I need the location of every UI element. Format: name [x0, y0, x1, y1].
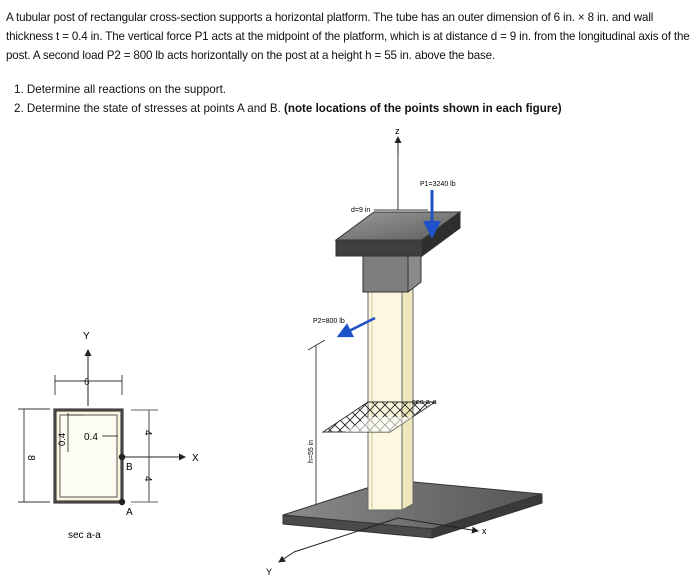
width-dimension-value: 6 [84, 377, 90, 388]
task-2-text: 2. Determine the state of stresses at points A and B. [14, 102, 285, 115]
height-dimension-value: 8 [25, 455, 36, 461]
thickness-label: 0.4 [84, 432, 98, 443]
point-a-label: A [126, 507, 133, 518]
tube-section-inner [60, 415, 117, 497]
post-side-face [402, 280, 413, 510]
section-y-axis-label: Y [83, 331, 90, 342]
platform-front [336, 240, 422, 256]
d-label: d=9 in [351, 207, 371, 214]
z-axis-label: z [395, 126, 400, 137]
point-b-marker [119, 454, 125, 460]
task-1: 1. Determine all reactions on the support. [14, 83, 227, 96]
post-section-label: sec a-a [412, 397, 437, 406]
global-x-label: x [482, 526, 487, 536]
post-figure [266, 126, 542, 577]
point-a-marker [119, 499, 125, 505]
section-caption: sec a-a [68, 530, 101, 541]
upper-half-dimension: 4 [142, 430, 153, 436]
h-label: h=55 in [308, 439, 315, 463]
global-y-label: Y [266, 567, 273, 577]
section-figure [18, 331, 199, 541]
global-y-axis [279, 552, 294, 562]
lower-half-dimension: 4 [142, 476, 153, 482]
thickness-dimension-value: 0.4 [57, 432, 68, 446]
point-b-label: B [126, 462, 133, 473]
task-2-note: (note locations of the points shown in each figure) [284, 102, 562, 115]
section-x-axis-label: X [192, 453, 199, 464]
p1-label: P1=3240 lb [420, 181, 456, 188]
p2-label: P2=800 lb [313, 318, 345, 325]
problem-paragraph: A tubular post of rectangular cross-section supports a horizontal platform. The tube has an outer dimension of 6 in. × 8 in. and wall thickness t = 0.4 in. The vertical force P1 acts at the midpoint of the platform, which is at distance d = 9 in. from the longitudinal axis of the post. A second load P2 = 800 lb acts horizontally on the post at a height h = 55 in. above the base. [6, 11, 690, 62]
